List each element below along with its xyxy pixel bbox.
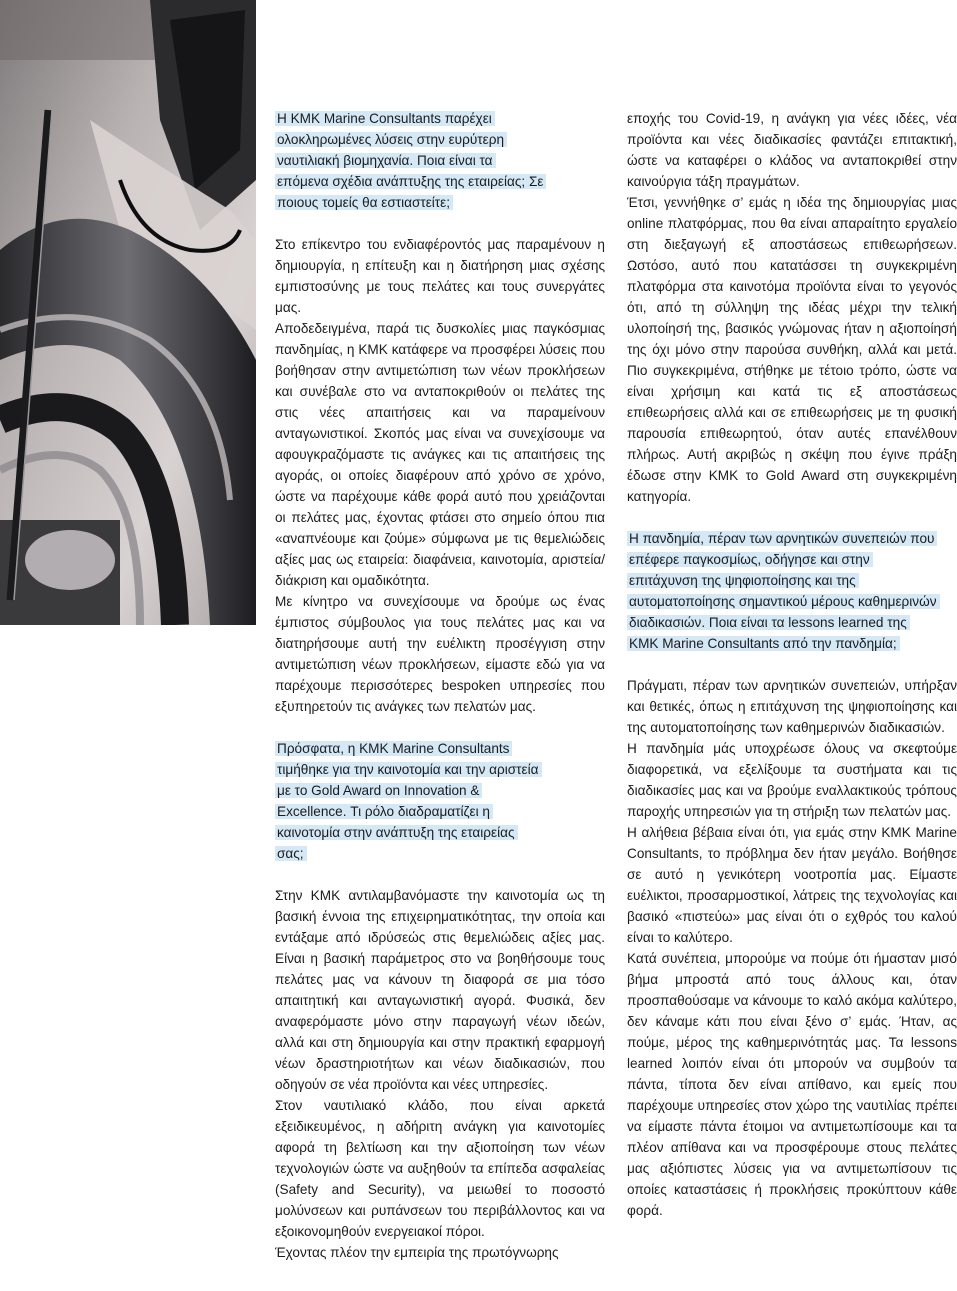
answer-3-paragraph-4: Κατά συνέπεια, μπορούμε να πούμε ότι ήμασταν μισό βήμα μπροστά από τους άλλους και, όταν προσπαθούσαμε να κάνουμε το καλό ακόμα καλύτερο, δεν κάναμε κάτι που είναι ξένο σ’ εμάς. Ήταν, ας πούμε, μέρος της καθημερινότητάς μας. Τα lessons learned λοιπόν είναι ότι μπορούν να συμβούν τα πάντα, τίποτα δεν είναι απίθανο, και εμείς που παρέχουμε υπηρεσίες στον χώρο της ναυτιλίας πρέπει να είμαστε πάντα έτοιμοι να αντιμετωπίσουμε και τα πλέον απίθανα και να προσφέρουμε στους πελάτες μας αξιόπιστες λύσεις για να αντιμετωπίσουν τις οποίες καταστάσεις ή προκλήσεις προκύπτουν κάθε φορά. bbox=[627, 951, 957, 1218]
answer-2-paragraph-2: Στον ναυτιλιακό κλάδο, που είναι αρκετά εξειδικευμένος, η αδήριτη ανάγκη για καινοτομίες αφορά τη βελτίωση και την αξιοποίηση των νέων τεχνολογιών ώστε να αυξηθούν τα επίπεδα ασφαλείας (Safety and Security), να μειωθεί το ποσοστό μολύνσεων και ρυπάνσεων του περιβάλλοντος και να εξοικονομηθούν ενεργειακοί πόροι. bbox=[275, 1098, 605, 1239]
answer-3-paragraph-2: Η πανδημία μάς υποχρέωσε όλους να σκεφτούμε διαφορετικά, να εξελίξουμε τα συστήματα και τις διαδικασίες μας και να βρούμε εναλλακτικούς τρόπους παροχής υπηρεσιών για τη στήριξη των πελατών μας. bbox=[627, 741, 957, 819]
question-2: Πρόσφατα, η KMK Marine Consultants τιμήθηκε για την καινοτομία και την αριστεία με το Gold Award on Innovation & Excellence. Τι ρόλο διαδραματίζει η καινοτομία στην ανάπτυξη της εταιρείας σας; bbox=[275, 738, 545, 864]
answer-2-paragraph-3: Έχοντας πλέον την εμπειρία της πρωτόγνωρης bbox=[275, 1245, 559, 1260]
answer-1-paragraph-2: Αποδεδειγμένα, παρά τις δυσκολίες μιας παγκόσμιας πανδημίας, η KMK κατάφερε να προσφέρει λύσεις που βοήθησαν στην αντιμετώπιση των νέων προκλήσεων και συνέβαλε στο να ανταποκριθούν οι πελάτες της στις νέες απαιτήσεις και να παραμείνουν ανταγωνιστικοί. Σκοπός μας είναι να συνεχίσουμε να αφουγκραζόμαστε τις ανάγκες και τις απαιτήσεις της αγοράς, οι οποίες διαφέρουν από χρόνο σε χρόνο, ώστε να παρέχουμε κάθε φορά αυτό που χρειάζονται οι πελάτες μας, έχοντας φτάσει στο σημείο όπου πια «αναπνέουμε και ζούμε» σύμφωνα με τις θεμελιώδεις αξίες μας ως εταιρεία: διαφάνεια, καινοτομία, αριστεία/διάκριση και ομαδικότητα. bbox=[275, 321, 605, 588]
answer-3-paragraph-1: Πράγματι, πέραν των αρνητικών συνεπειών, υπήρξαν και θετικές, όπως η επιτάχυνση της ψηφιοποίησης και της αυτοματοποίησης των καθημερινών διαδικασιών. bbox=[627, 678, 957, 735]
left-text-column bbox=[275, 108, 605, 1263]
answer-2-paragraph-1: Στην KMK αντιλαμβανόμαστε την καινοτομία ως τη βασική έννοια της επιχειρηματικότητας, την οποία και εντάξαμε από ιδρύσεώς στις θεμελιώδεις αξίες μας. Είναι η βασική παράμετρος στο να βοηθήσουμε τους πελάτες μας να κάνουν τη διαφορά σε μια τόσο απαιτητική και ανταγωνιστική αγορά. Φυσικά, δεν αναφερόμαστε μόνο στην παραγωγή νέων ιδεών, αλλά και στη δημιουργία και στην πρακτική εφαρμογή νέων δραστηριοτήτων και νέων διαδικασιών, που οδηγούν σε νέα προϊόντα και νέες υπηρεσίες. bbox=[275, 888, 605, 1092]
answer-1-paragraph-3: Με κίνητρο να συνεχίσουμε να δρούμε ως ένας έμπιστος σύμβουλος για τους πελάτες μας και να διατηρήσουμε αυτή την ευέλικτη προσέγγιση στην αντιμετώπιση νέων προκλήσεων, είμαστε εδώ για να παρέχουμε περισσότερες bespoken υπηρεσίες που εξυπηρετούν τις ανάγκες των πελατών μας. bbox=[275, 594, 605, 714]
answer-3-paragraph-3: Η αλήθεια βέβαια είναι ότι, για εμάς στην KMK Marine Consultants, το πρόβλημα δεν ήταν μεγάλο. Βοήθησε σε αυτό η γενικότερη νοοτροπία μας. Είμαστε ευέλικτοι, προσαρμοστικοί, λάτρεις της τεχνολογίας και βασικό «πιστεύω» μας είναι ότι ο εχθρός του καλού είναι το καλύτερο. bbox=[627, 825, 957, 945]
answer-1-paragraph-1: Στο επίκεντρο του ενδιαφέροντός μας παραμένουν η δημιουργία, η επίτευξη και η διατήρηση μιας σχέσης εμπιστοσύνης με τους πελάτες και τους συνεργάτες μας. bbox=[275, 237, 605, 315]
question-1: Η KMK Marine Consultants παρέχει ολοκληρωμένες λύσεις στην ευρύτερη ναυτιλιακή βιομηχανία. Ποια είναι τα επόμενα σχέδια ανάπτυξης της εταιρείας; Σε ποιους τομείς θα εστιαστείτε; bbox=[275, 108, 545, 213]
answer-2-paragraph-4: Έτσι, γεννήθηκε σ’ εμάς η ιδέα της δημιουργίας μιας online πλατφόρμας, που θα είναι απαραίτητο εργαλείο στη διεξαγωγή εξ αποστάσεως επιθεωρήσεων. Ωστόσο, αυτό που κατατάσσει τη συγκεκριμένη πλατφόρμα στα καινοτόμα προϊόντα είναι το γεγονός ότι, από τη σύλληψη της ιδέας μέχρι την τελική υλοποίησή της, βασικός γνώμονας ήταν η αξιοποίησή της όχι μόνο στην παρούσα συνθήκη, αλλά και μετά. Πιο συγκεκριμένα, στήθηκε με τέτοιο τρόπο, ώστε να είναι χρήσιμη και κατά τις εξ αποστάσεως επιθεωρήσεις αλλά και σε επιθεωρήσεις με τη φυσική παρουσία επιθεωρητού, όταν αυτές επανέλθουν πλήρως. Αυτή ακριβώς η σκέψη που έγινε πράξη έδωσε στην KMK το Gold Award στη συγκεκριμένη κατηγορία. bbox=[627, 195, 957, 504]
right-text-column bbox=[627, 108, 957, 1221]
question-3: Η πανδημία, πέραν των αρνητικών συνεπειών που επέφερε παγκοσμίως, οδήγησε και στην επιτάχυνση της ψηφιοποίησης και της αυτοματοποίησης σημαντικού μέρους καθημερινών διαδικασιών. Ποια είναι τα lessons learned της KMK Marine Consultants από την πανδημία; bbox=[627, 528, 937, 654]
answer-2-paragraph-3-continued: εποχής του Covid-19, η ανάγκη για νέες ιδέες, νέα προϊόντα και νέες διαδικασίες φαντάζει επιτακτική, ώστε να καταφέρει ο κλάδος να ανταποκριθεί στην καινούργια τάξη πραγμάτων. bbox=[627, 111, 957, 189]
ship-helm-photo bbox=[0, 0, 256, 625]
